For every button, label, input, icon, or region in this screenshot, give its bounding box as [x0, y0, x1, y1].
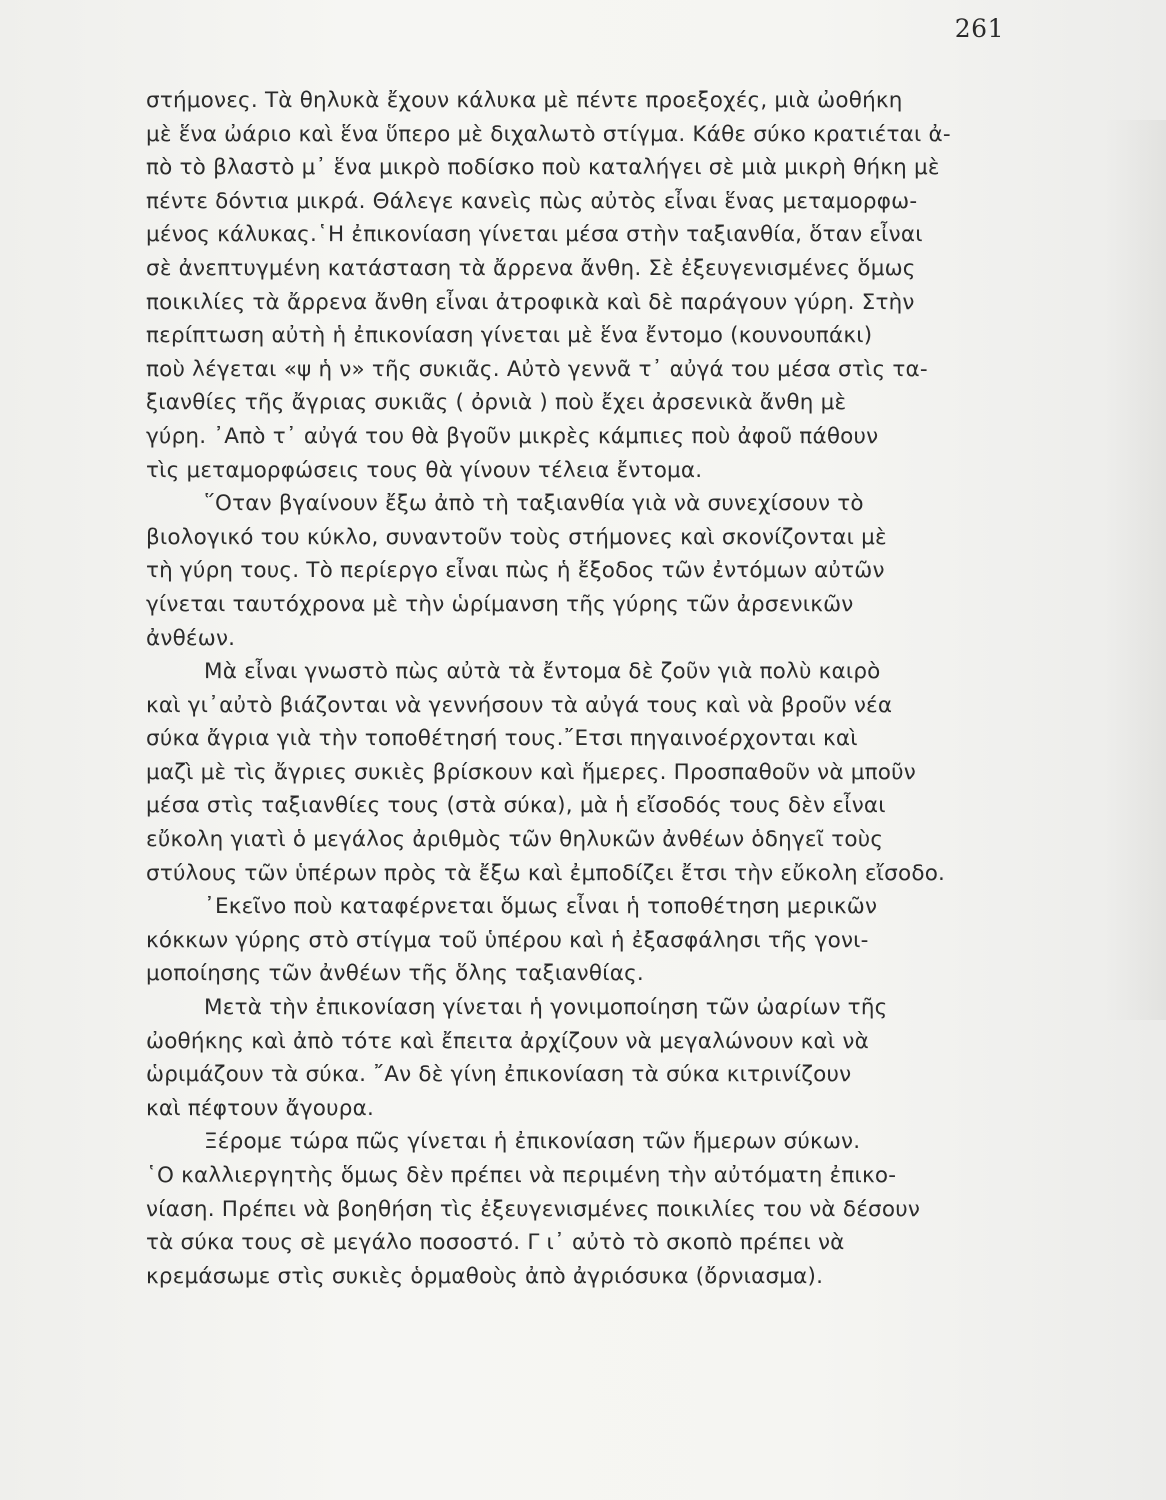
text-line: ποὺ λέγεται «ψ ἡ ν» τῆς συκιᾶς. Αὐτὸ γεννᾶ τ᾽ αὐγά του μέσα στὶς τα-: [146, 356, 928, 382]
text-line: ποικιλίες τὰ ἄρρενα ἄνθη εἶναι ἀτροφικὰ καὶ δὲ παράγουν γύρη. Στὴν: [146, 289, 915, 315]
text-line: βιολογικό του κύκλο, συναντοῦν τοὺς στήμονες καὶ σκονίζονται μὲ: [146, 524, 887, 550]
text-line: Μετὰ τὴν ἐπικονίαση γίνεται ἡ γονιμοποίηση τῶν ὠαρίων τῆς: [204, 995, 888, 1021]
text-line: στήμονες. Τὰ θηλυκὰ ἔχουν κάλυκα μὲ πέντε προεξοχές, μιὰ ὠοθήκη: [146, 88, 903, 113]
body-text: [146, 84, 1026, 1293]
text-line: ἀνθέων.: [146, 625, 236, 651]
text-line: μαζὶ μὲ τὶς ἄγριες συκιὲς βρίσκουν καὶ ἥμερες. Προσπαθοῦν νὰ μποῦν: [146, 759, 917, 785]
paragraph-5: [146, 1125, 1026, 1293]
text-line: ᾿Εκεῖνο ποὺ καταφέρνεται ὅμως εἶναι ἡ τοποθέτηση μερικῶν: [204, 894, 878, 920]
text-line: νίαση. Πρέπει νὰ βοηθήση τὶς ἐξευγενισμένες ποικιλίες του νὰ δέσουν: [146, 1196, 921, 1222]
text-line: ὡριμάζουν τὰ σύκα. ῎Αν δὲ γίνη ἐπικονίαση τὰ σύκα κιτρινίζουν: [146, 1062, 852, 1088]
text-line: σὲ ἀνεπτυγμένη κατάσταση τὰ ἄρρενα ἄνθη. Σὲ ἐξευγενισμένες ὅμως: [146, 255, 916, 281]
text-line: τὶς μεταμορφώσεις τους θὰ γίνουν τέλεια ἔντομα.: [146, 457, 703, 483]
text-line: σύκα ἄγρια γιὰ τὴν τοποθέτησή τους.῎Ετσι πηγαινοέρχονται καὶ: [146, 726, 858, 752]
text-line: κόκκων γύρης στὸ στίγμα τοῦ ὑπέρου καὶ ἡ ἐξασφάλησι τῆς γονι-: [146, 927, 869, 953]
page-number: 261: [954, 14, 1004, 43]
text-line: γύρη. ᾿Απὸ τ᾽ αὐγά του θὰ βγοῦν μικρὲς κάμπιες ποὺ ἀφοῦ πάθουν: [146, 423, 879, 449]
text-line: ξιανθίες τῆς ἄγριας συκιᾶς ( ὀρνιὰ ) ποὺ ἔχει ἀρσενικὰ ἄνθη μὲ: [146, 390, 847, 416]
text-line: μέσα στὶς ταξιανθίες τους (στὰ σύκα), μὰ ἡ εἴσοδός τους δὲν εἶναι: [146, 793, 886, 819]
text-line: μὲ ἕνα ὠάριο καὶ ἕνα ὕπερο μὲ διχαλωτὸ στίγμα. Κάθε σύκο κρατιέται ἀ-: [146, 121, 951, 147]
text-line: κρεμάσωμε στὶς συκιὲς ὁρμαθοὺς ἀπὸ ἀγριόσυκα (ὄρνιασμα).: [146, 1263, 824, 1289]
text-line: πέντε δόντια μικρά. Θάλεγε κανεὶς πὼς αὐτὸς εἶναι ἕνας μεταμορφω-: [146, 188, 918, 214]
text-line: μένος κάλυκας.῾Η ἐπικονίαση γίνεται μέσα στὴν ταξιανθία, ὅταν εἶναι: [146, 222, 923, 248]
text-line: ῞Οταν βγαίνουν ἔξω ἀπὸ τὴ ταξιανθία γιὰ νὰ συνεχίσουν τὸ: [204, 491, 864, 517]
text-line: πὸ τὸ βλαστὸ μ᾽ ἕνα μικρὸ ποδίσκο ποὺ καταλήγει σὲ μιὰ μικρὴ θήκη μὲ: [146, 155, 940, 181]
edge-shadow: [1106, 120, 1166, 1020]
text-line: μοποίησης τῶν ἀνθέων τῆς ὅλης ταξιανθίας.: [146, 961, 644, 987]
text-line: καὶ γι᾽αὐτὸ βιάζονται νὰ γεννήσουν τὰ αὐγά τους καὶ νὰ βροῦν νέα: [146, 692, 893, 718]
text-line: εὔκολη γιατὶ ὁ μεγάλος ἀριθμὸς τῶν θηλυκῶν ἀνθέων ὁδηγεῖ τοὺς: [146, 827, 884, 853]
text-line: Μὰ εἶναι γνωστὸ πὼς αὐτὰ τὰ ἔντομα δὲ ζοῦν γιὰ πολὺ καιρὸ: [204, 659, 881, 685]
text-line: Ξέρομε τώρα πῶς γίνεται ἡ ἐπικονίαση τῶν ἥμερων σύκων.: [204, 1129, 861, 1155]
text-line: γίνεται ταυτόχρονα μὲ τὴν ὡρίμανση τῆς γύρης τῶν ἀρσενικῶν: [146, 591, 854, 617]
text-line: περίπτωση αὐτὴ ἡ ἐπικονίαση γίνεται μὲ ἕνα ἔντομο (κουνουπάκι): [146, 323, 873, 349]
text-line: ὠοθήκης καὶ ἀπὸ τότε καὶ ἔπειτα ἀρχίζουν νὰ μεγαλώνουν καὶ νὰ: [146, 1028, 869, 1054]
text-line: τὰ σύκα τους σὲ μεγάλο ποσοστό. Γ ι᾽ αὐτὸ τὸ σκοπὸ πρέπει νὰ: [146, 1230, 845, 1256]
text-line: ῾Ο καλλιεργητὴς ὅμως δὲν πρέπει νὰ περιμένη τὴν αὐτόματη ἐπικο-: [146, 1163, 897, 1188]
text-line: στύλους τῶν ὑπέρων πρὸς τὰ ἔξω καὶ ἐμποδίζει ἔτσι τὴν εὔκολη εἴσοδο.: [146, 860, 946, 886]
text-line: καὶ πέφτουν ἄγουρα.: [146, 1095, 375, 1121]
paragraph-1: [146, 84, 1026, 487]
paragraph-4: [146, 991, 1026, 1125]
text-line: τὴ γύρη τους. Τὸ περίεργο εἶναι πὼς ἡ ἔξοδος τῶν ἐντόμων αὐτῶν: [146, 558, 885, 584]
paragraph-2: [146, 487, 1026, 655]
paragraph-3: [146, 655, 1026, 991]
